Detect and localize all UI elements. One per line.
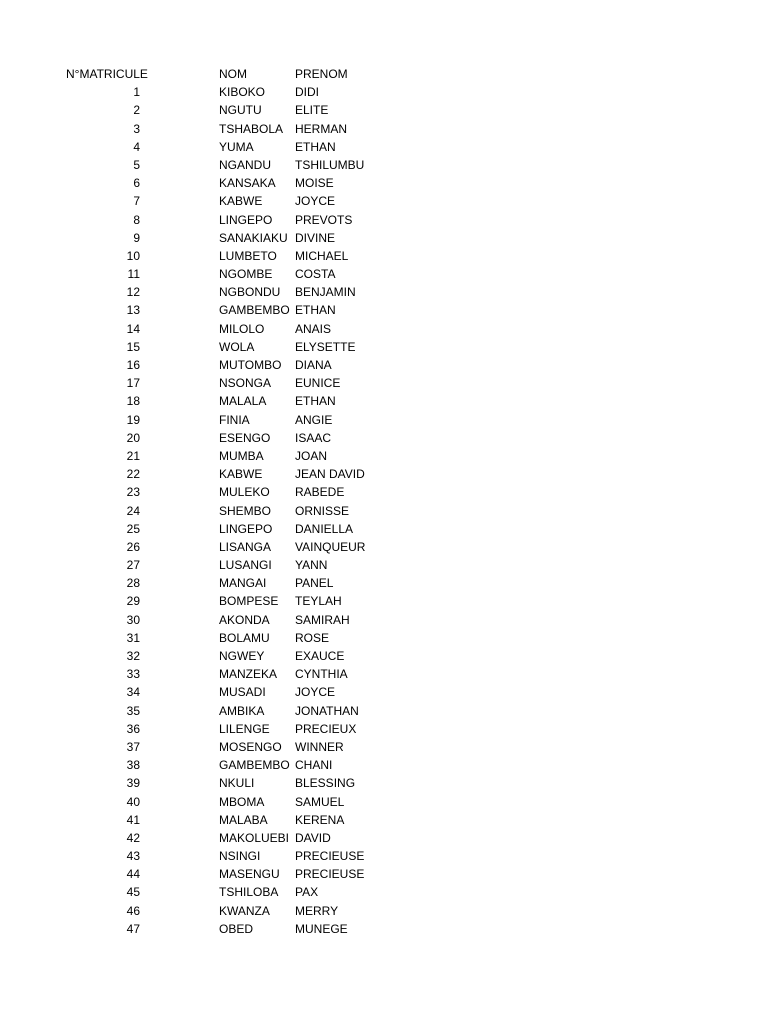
prenom-cell: JOYCE — [295, 194, 336, 209]
matricule-cell: 15 — [126, 339, 140, 354]
matricule-cell: 2 — [133, 103, 140, 118]
prenom-cell: BLESSING — [295, 776, 356, 791]
matricule-cell: 3 — [133, 121, 140, 136]
table-row — [0, 611, 768, 629]
table-row — [0, 738, 768, 756]
prenom-cell: TEYLAH — [295, 594, 342, 609]
nom-cell: MALABA — [219, 812, 268, 827]
prenom-cell: EXAUCE — [295, 649, 345, 663]
nom-cell: SHEMBO — [219, 503, 272, 518]
nom-cell: MANGAI — [219, 576, 267, 591]
nom-cell: MUMBA — [219, 448, 264, 463]
prenom-cell: ORNISSE — [295, 503, 350, 518]
matricule-cell: 22 — [126, 467, 140, 482]
table-row — [0, 156, 768, 174]
prenom-cell: JEAN DAVID — [295, 467, 365, 482]
prenom-cell: MERRY — [295, 903, 339, 918]
matricule-cell: 29 — [126, 594, 140, 609]
matricule-cell: 7 — [133, 194, 140, 209]
table-row — [0, 920, 768, 938]
matricule-cell: 35 — [126, 703, 140, 718]
table-row — [0, 538, 768, 556]
matricule-cell: 37 — [126, 739, 140, 754]
matricule-cell: 43 — [126, 849, 140, 864]
table-row — [0, 665, 768, 683]
table-row — [0, 702, 768, 720]
prenom-cell: CHANI — [295, 758, 333, 773]
prenom-cell: ELYSETTE — [295, 339, 356, 354]
table-row — [0, 120, 768, 138]
prenom-cell: MUNEGE — [295, 921, 348, 936]
matricule-cell: 11 — [127, 267, 140, 282]
header-matricule: N°MATRICULE — [66, 67, 148, 81]
matricule-cell: 32 — [126, 649, 140, 663]
nom-cell: SANAKIAKU — [219, 230, 288, 245]
prenom-cell: MICHAEL — [295, 248, 349, 263]
matricule-cell: 38 — [126, 758, 140, 773]
table-row — [0, 211, 768, 229]
matricule-cell: 41 — [126, 812, 140, 827]
nom-cell: LINGEPO — [219, 521, 273, 536]
nom-cell: GAMBEMBO — [219, 303, 290, 318]
table-row — [0, 720, 768, 738]
prenom-cell: ETHAN — [295, 303, 336, 318]
table-row — [0, 629, 768, 647]
matricule-cell: 9 — [133, 230, 140, 245]
prenom-cell: MOISE — [295, 176, 334, 191]
prenom-cell: TSHILUMBU — [295, 157, 365, 172]
prenom-cell: ISAAC — [295, 430, 332, 445]
matricule-cell: 25 — [126, 521, 140, 536]
nom-cell: FINIA — [219, 412, 250, 427]
prenom-cell: ANAIS — [295, 321, 332, 336]
prenom-cell: DANIELLA — [295, 521, 354, 536]
matricule-cell: 17 — [126, 376, 140, 391]
nom-cell: MALALA — [219, 394, 267, 409]
table-row — [0, 101, 768, 119]
nom-cell: MUSADI — [219, 685, 266, 700]
prenom-cell: ROSE — [295, 630, 330, 645]
prenom-cell: DIVINE — [295, 230, 336, 245]
matricule-cell: 5 — [133, 157, 140, 172]
prenom-cell: PAX — [295, 885, 319, 900]
prenom-cell: DIDI — [295, 85, 319, 100]
nom-cell: MULEKO — [219, 485, 270, 500]
header-prenom: PRENOM — [295, 67, 348, 81]
nom-cell: MILOLO — [219, 321, 265, 336]
prenom-cell: VAINQUEUR — [295, 539, 366, 554]
table-row — [0, 556, 768, 574]
table-row — [0, 174, 768, 192]
nom-cell: TSHABOLA — [219, 121, 284, 136]
prenom-cell: ANGIE — [295, 412, 333, 427]
table-row — [0, 265, 768, 283]
matricule-cell: 26 — [126, 539, 140, 554]
table-row — [0, 283, 768, 301]
nom-cell: MASENGU — [219, 867, 280, 882]
prenom-cell: PRECIEUSE — [295, 849, 365, 864]
header-nom: NOM — [219, 67, 247, 81]
prenom-cell: DIANA — [295, 358, 332, 372]
table-row — [0, 301, 768, 319]
table-row — [0, 320, 768, 338]
matricule-cell: 30 — [126, 612, 140, 627]
prenom-cell: PANEL — [295, 576, 334, 591]
nom-cell: TSHILOBA — [219, 885, 279, 900]
nom-cell: AMBIKA — [219, 703, 265, 718]
matricule-cell: 4 — [133, 139, 140, 154]
matricule-cell: 6 — [133, 176, 140, 191]
matricule-cell: 10 — [126, 248, 140, 263]
prenom-cell: JOAN — [295, 448, 328, 463]
table-row — [0, 774, 768, 792]
table-row — [0, 411, 768, 429]
table-row — [0, 502, 768, 520]
matricule-cell: 34 — [126, 685, 140, 700]
matricule-cell: 40 — [126, 794, 140, 809]
nom-cell: KABWE — [219, 467, 263, 482]
table-row — [0, 520, 768, 538]
matricule-cell: 16 — [126, 358, 140, 372]
nom-cell: KABWE — [219, 194, 263, 209]
matricule-cell: 24 — [126, 503, 140, 518]
table-row — [0, 829, 768, 847]
matricule-cell: 20 — [126, 430, 140, 445]
table-row — [0, 793, 768, 811]
nom-cell: NSINGI — [219, 849, 261, 864]
nom-cell: KWANZA — [219, 903, 270, 918]
header-row — [0, 65, 768, 83]
table-row — [0, 192, 768, 210]
nom-cell: ESENGO — [219, 430, 271, 445]
matricule-cell: 45 — [126, 885, 140, 900]
nom-cell: WOLA — [219, 339, 255, 354]
prenom-cell: ELITE — [295, 103, 329, 118]
table-row — [0, 429, 768, 447]
nom-cell: LUMBETO — [219, 248, 277, 263]
matricule-cell: 18 — [126, 394, 140, 409]
table-row — [0, 847, 768, 865]
matricule-cell: 46 — [126, 903, 140, 918]
matricule-cell: 33 — [126, 667, 140, 682]
prenom-cell: PRECIEUSE — [295, 867, 365, 882]
matricule-cell: 8 — [133, 212, 140, 227]
matricule-cell: 19 — [126, 412, 140, 427]
table-row — [0, 392, 768, 410]
matricule-cell: 28 — [126, 576, 140, 591]
matricule-cell: 36 — [126, 721, 140, 736]
matricule-cell: 12 — [126, 285, 140, 300]
table-row — [0, 338, 768, 356]
nom-cell: MAKOLUEBI — [219, 830, 290, 845]
table-row — [0, 229, 768, 247]
prenom-cell: BENJAMIN — [295, 285, 356, 300]
table-row — [0, 647, 768, 665]
table-row — [0, 447, 768, 465]
nom-cell: OBED — [219, 921, 254, 936]
nom-cell: MBOMA — [219, 794, 265, 809]
table-row — [0, 83, 768, 101]
table-body — [0, 83, 768, 938]
nom-cell: MUTOMBO — [219, 358, 282, 372]
matricule-cell: 39 — [126, 776, 140, 791]
prenom-cell: JOYCE — [295, 685, 336, 700]
nom-cell: LILENGE — [219, 721, 270, 736]
nom-cell: MOSENGO — [219, 739, 282, 754]
student-list-sheet — [0, 65, 768, 938]
prenom-cell: COSTA — [295, 267, 336, 282]
prenom-cell: SAMIRAH — [295, 612, 350, 627]
prenom-cell: RABEDE — [295, 485, 345, 500]
nom-cell: NGOMBE — [219, 267, 273, 282]
table-row — [0, 865, 768, 883]
prenom-cell: DAVID — [295, 830, 331, 845]
prenom-cell: EUNICE — [295, 376, 341, 391]
prenom-cell: SAMUEL — [295, 794, 345, 809]
nom-cell: KANSAKA — [219, 176, 276, 191]
nom-cell: BOLAMU — [219, 630, 270, 645]
prenom-cell: JONATHAN — [295, 703, 359, 718]
prenom-cell: CYNTHIA — [295, 667, 348, 682]
table-row — [0, 374, 768, 392]
matricule-cell: 21 — [126, 448, 140, 463]
nom-cell: GAMBEMBO — [219, 758, 290, 773]
table-row — [0, 138, 768, 156]
table-row — [0, 356, 768, 374]
table-row — [0, 483, 768, 501]
table-row — [0, 247, 768, 265]
matricule-cell: 42 — [126, 830, 140, 845]
matricule-cell: 27 — [126, 558, 140, 573]
nom-cell: NGUTU — [219, 103, 262, 118]
matricule-cell: 14 — [126, 321, 140, 336]
nom-cell: LUSANGI — [219, 558, 272, 573]
prenom-cell: ETHAN — [295, 139, 336, 154]
matricule-cell: 13 — [126, 303, 140, 318]
table-row — [0, 465, 768, 483]
table-row — [0, 811, 768, 829]
prenom-cell: ETHAN — [295, 394, 336, 409]
prenom-cell: PREVOTS — [295, 212, 353, 227]
nom-cell: LISANGA — [219, 539, 272, 554]
matricule-cell: 31 — [126, 630, 140, 645]
matricule-cell: 1 — [133, 85, 140, 100]
table-row — [0, 883, 768, 901]
prenom-cell: KERENA — [295, 812, 345, 827]
prenom-cell: WINNER — [295, 739, 344, 754]
nom-cell: NKULI — [219, 776, 255, 791]
nom-cell: LINGEPO — [219, 212, 273, 227]
nom-cell: NGWEY — [219, 649, 265, 663]
matricule-cell: 47 — [126, 921, 140, 936]
nom-cell: AKONDA — [219, 612, 270, 627]
table-row — [0, 683, 768, 701]
prenom-cell: HERMAN — [295, 121, 348, 136]
nom-cell: MANZEKA — [219, 667, 278, 682]
nom-cell: BOMPESE — [219, 594, 279, 609]
nom-cell: KIBOKO — [219, 85, 266, 100]
table-row — [0, 592, 768, 610]
prenom-cell: YANN — [295, 558, 328, 573]
nom-cell: NGBONDU — [219, 285, 281, 300]
table-row — [0, 756, 768, 774]
table-row — [0, 902, 768, 920]
nom-cell: NGANDU — [219, 157, 272, 172]
nom-cell: YUMA — [219, 139, 254, 154]
prenom-cell: PRECIEUX — [295, 721, 357, 736]
matricule-cell: 44 — [126, 867, 140, 882]
table-row — [0, 574, 768, 592]
matricule-cell: 23 — [126, 485, 140, 500]
nom-cell: NSONGA — [219, 376, 272, 391]
